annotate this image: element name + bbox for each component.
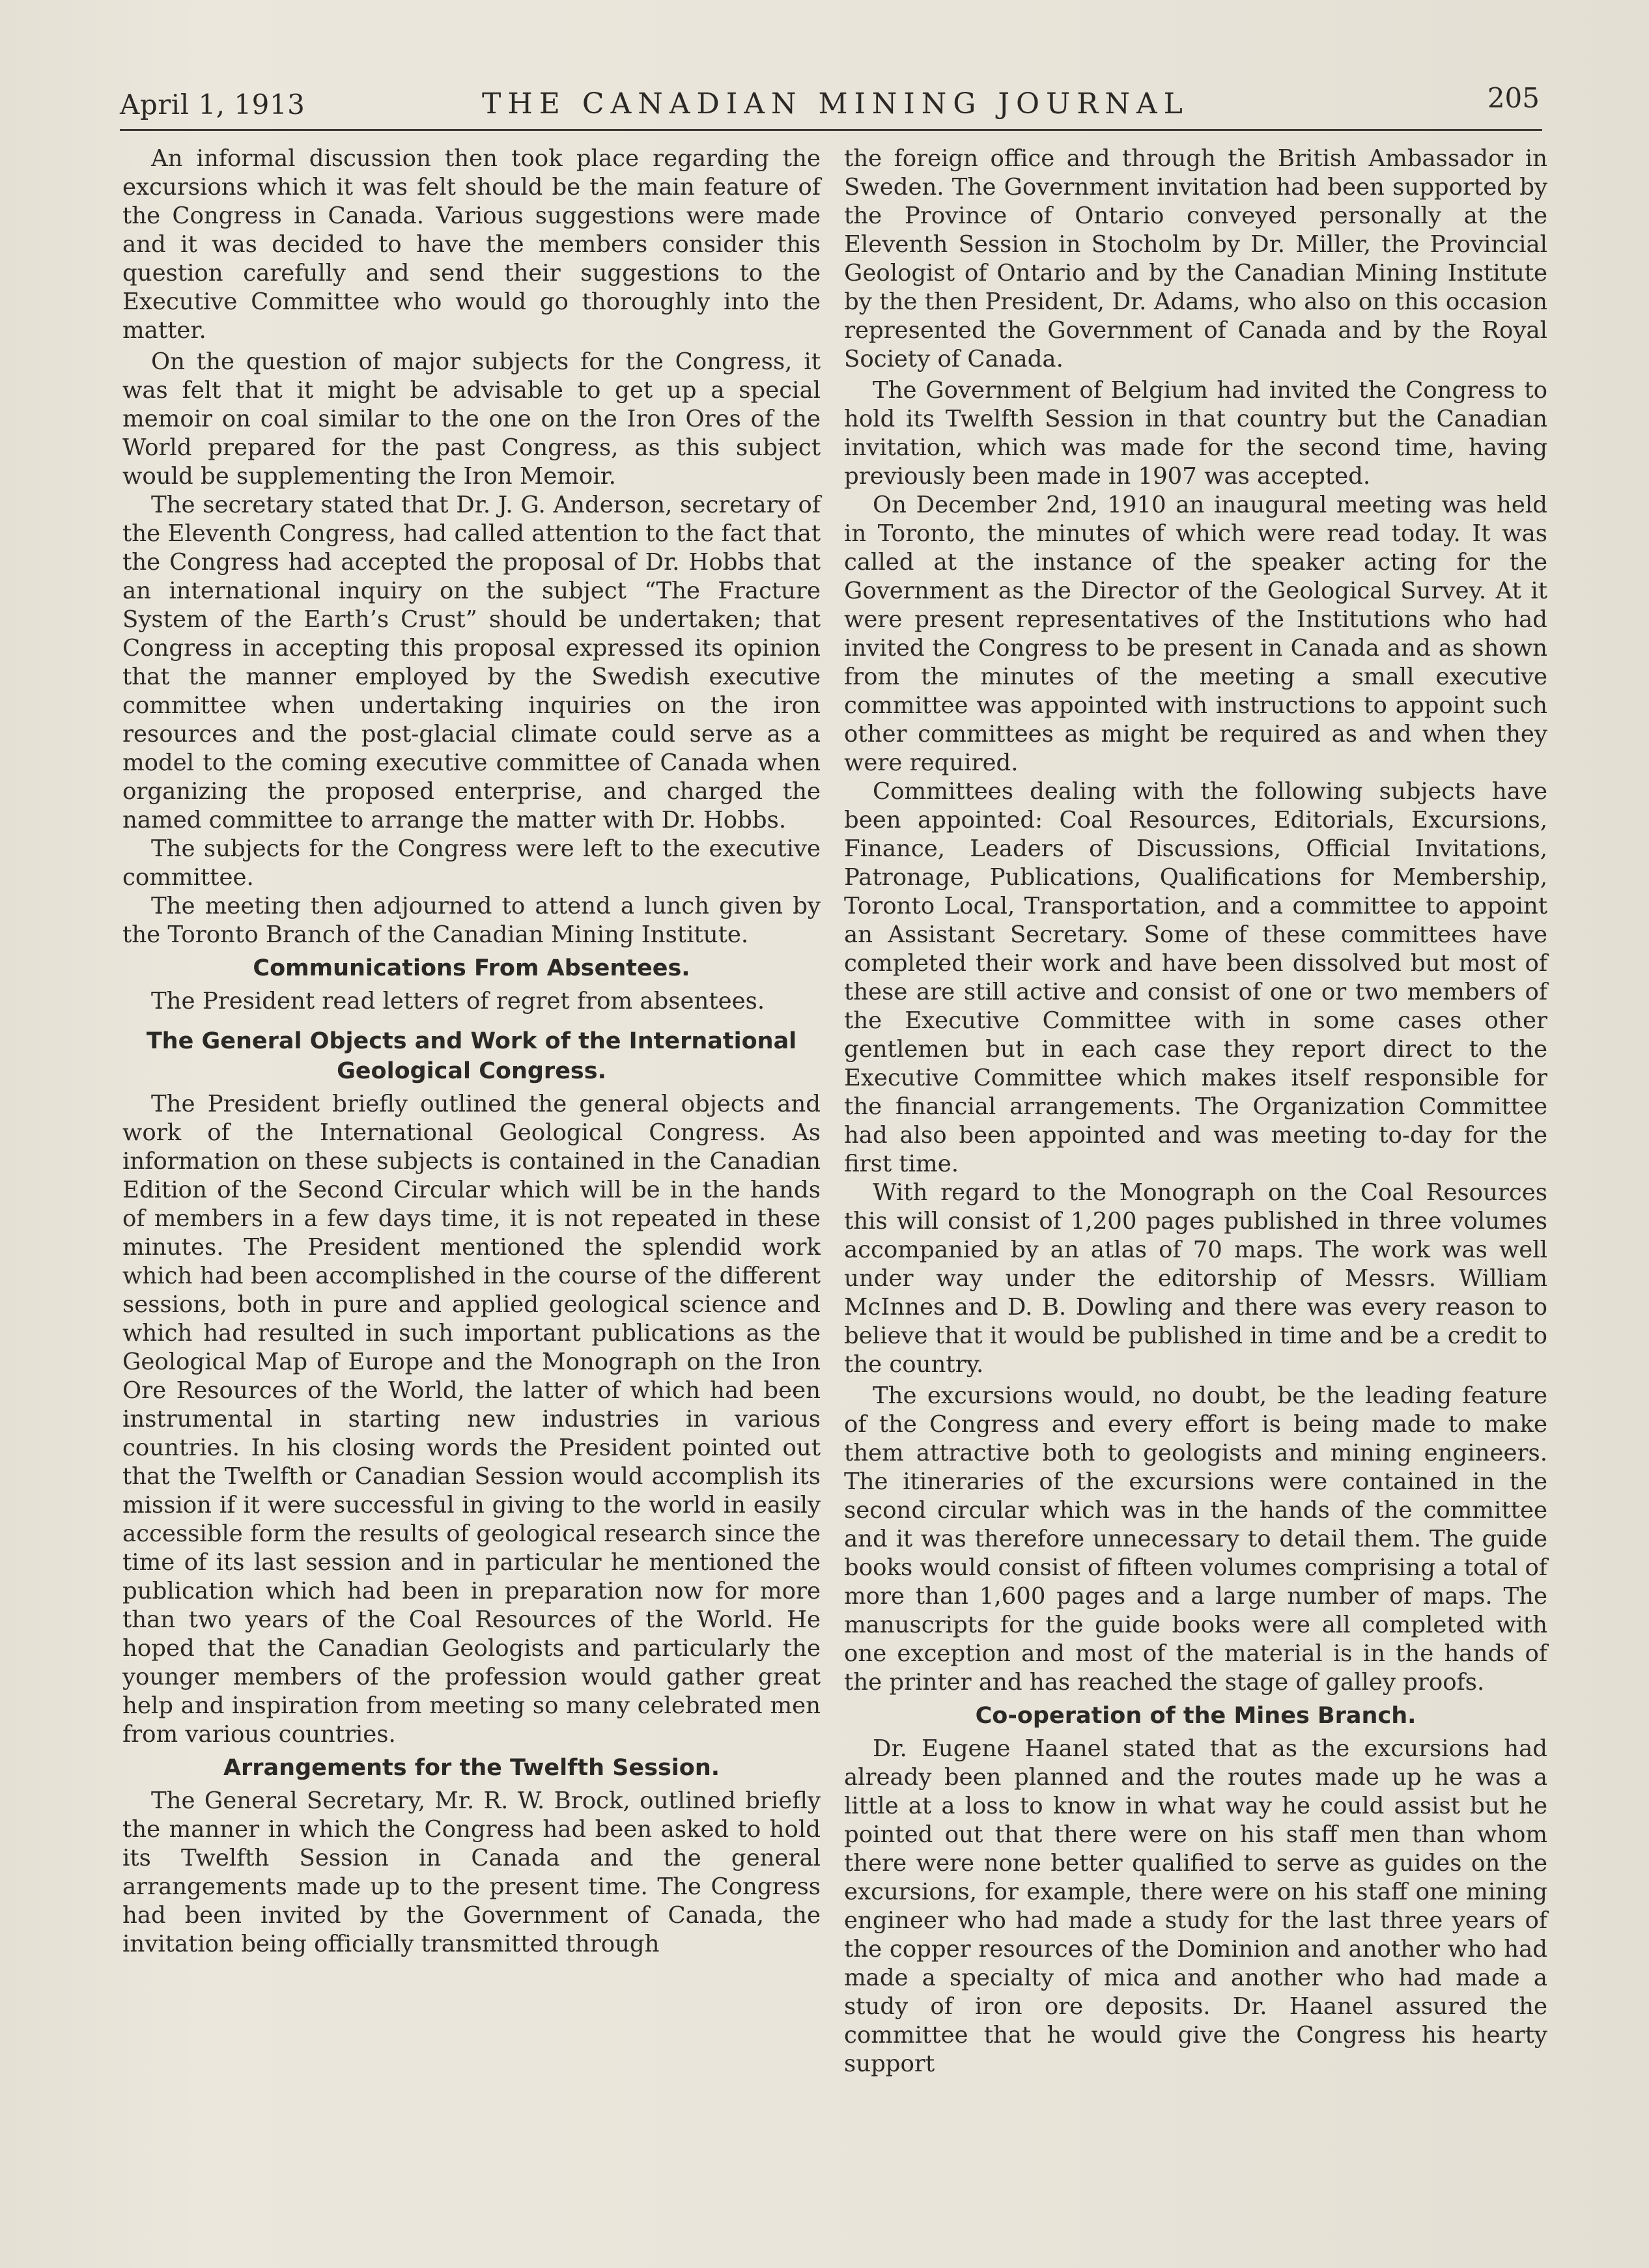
heading-twelfth-session: Arrangements for the Twelfth Session. <box>223 1755 720 1781</box>
paragraph-subjects-left: The subjects for the Congress were left to the executive committee. <box>122 835 821 891</box>
paragraph-excursions-guidebooks: The excursions would, no doubt, be the leading feature of the Congress and every effort is being made to make them attractive both to geologists and mining engineers. The itineraries of the excursions were contained in the second circular which was in the hands of the committee and it was therefore unnecessary to detail them. The guide books would consist of fifteen volumes comprising a total of more than 1,600 pages and a large number of maps. The manuscripts for the guide books were all completed with one exception and most of the material is in the hands of the printer and has reached the stage of galley proofs. <box>844 1382 1547 1696</box>
paragraph-president-outline: The President briefly outlined the general objects and work of the International Geological Congress. As information on these subjects is contained in the Canadian Edition of the Second Circular which will be in the hands of members in a few days time, it is not repeated in these minutes. The President mentioned the splendid work which had been accomplished in the course of the different sessions, both in pure and applied geological science and which had resulted in such important publications as the Geological Map of Europe and the Monograph on the Iron Ore Resources of the World, the latter of which had been instrumental in starting new industries in various countries. In his closing words the President pointed out that the Twelfth or Canadian Session would accomplish its mission if it were successful in giving to the world in easily accessible form the results of geological research since the time of its last session and in particular he mentioned the publication which had been in preparation now for more than two years of the Coal Resources of the World. He hoped that the Canadian Geologists and particularly the younger members of the profession would gather great help and inspiration from meeting so many celebrated men from various countries. <box>122 1091 821 1748</box>
running-header <box>120 82 1540 129</box>
paragraph-haanel-statement: Dr. Eugene Haanel stated that as the excursions had already been planned and the routes made up he was a little at a loss to know in what way he could assist but he pointed out that there were on his staff men than whom there were none better qualified to serve as guides on the excursions, for example, there were on his staff one mining engineer who had made a study for the last three years of the copper resources of the Dominion and another who had made a specialty of mica and another who had made a study of iron ore deposits. Dr. Haanel assured the committee that he would give the Congress his hearty support <box>844 1735 1547 2077</box>
right-column <box>844 145 1547 2079</box>
paragraph-major-subjects: On the question of major subjects for the Congress, it was felt that it might be advisable to get up a special memoir on coal similar to the one on the Iron Ores of the World prepared for the past Congress, as this subject would be supplementing the Iron Memoir. <box>122 348 821 490</box>
paragraph-general-secretary: The General Secretary, Mr. R. W. Brock, outlined briefly the manner in which the Congress had been asked to hold its Twelfth Session in Canada and the general arrangements made up to the present time. The Congress had been invited by the Government of Canada, the invitation being officially transmitted through <box>122 1787 821 1957</box>
heading-communications-absentees: Communications From Absentees. <box>253 955 690 981</box>
heading-mines-branch: Co-operation of the Mines Branch. <box>975 1703 1416 1729</box>
paragraph-coal-monograph: With regard to the Monograph on the Coal Resources this will consist of 1,200 pages published in three volumes accompanied by an atlas of 70 maps. The work was well under way under the editorship of Messrs. William McInnes and D. B. Dowling and there was every reason to believe that it would be published in time and be a credit to the country. <box>844 1179 1547 1378</box>
header-rule <box>120 129 1542 131</box>
page-number: 205 <box>1487 82 1540 114</box>
issue-date: April 1, 1913 <box>120 89 305 120</box>
journal-title: THE CANADIAN MINING JOURNAL <box>482 87 1189 120</box>
paragraph-foreign-office: the foreign office and through the British Ambassador in Sweden. The Government invitation had been supported by the Province of Ontario conveyed personally at the Eleventh Session in Stocholm by Dr. Miller, the Provincial Geologist of Ontario and by the Canadian Mining Institute by the then President, Dr. Adams, who also on this occasion represented the Government of Canada and by the Royal Society of Canada. <box>844 145 1547 372</box>
paragraph-inaugural-meeting: On December 2nd, 1910 an inaugural meeting was held in Toronto, the minutes of which were read today. It was called at the instance of the speaker acting for the Government as the Director of the Geological Survey. At it were present representatives of the Institutions who had invited the Congress to be present in Canada and as shown from the minutes of the meeting a small executive committee was appointed with instructions to appoint such other committees as might be required as and when they were required. <box>844 492 1547 776</box>
paragraph-excursions-discussion: An informal discussion then took place regarding the excursions which it was felt should be the main feature of the Congress in Canada. Various suggestions were made and it was decided to have the members consider this question carefully and send their suggestions to the Executive Committee who would go thoroughly into the matter. <box>122 145 821 344</box>
paragraph-committees: Committees dealing with the following subjects have been appointed: Coal Resources, Editorials, Excursions, Finance, Leaders of Discussions, Official Invitations, Patronage, Publications, Qualifications for Membership, Toronto Local, Transportation, and a committee to appoint an Assistant Secretary. Some of these committees have completed their work and have been dissolved but most of these are still active and consist of one or two members of the Executive Committee with in some cases other gentlemen but in each case they report direct to the Executive Committee which makes itself responsible for the financial arrangements. The Organization Committee had also been appointed and was meeting to-day for the first time. <box>844 778 1547 1177</box>
paragraph-belgium-invitation: The Government of Belgium had invited the Congress to hold its Twelfth Session in that country but the Canadian invitation, which was made for the second time, having previously been made in 1907 was accepted. <box>844 377 1547 490</box>
paragraph-letters-regret: The President read letters of regret from absentees. <box>151 988 765 1015</box>
left-column <box>122 145 821 1959</box>
paragraph-meeting-adjourned: The meeting then adjourned to attend a lunch given by the Toronto Branch of the Canadian Mining Institute. <box>122 893 821 948</box>
heading-general-objects: The General Objects and Work of the International Geological Congress. <box>146 1028 797 1084</box>
paragraph-secretary-statement: The secretary stated that Dr. J. G. Anderson, secretary of the Eleventh Congress, had called attention to the fact that the Congress had accepted the proposal of Dr. Hobbs that an international inquiry on the subject “The Fracture System of the Earth’s Crust” should be undertaken; that Congress in accepting this proposal expressed its opinion that the manner employed by the Swedish executive committee when undertaking inquiries on the iron resources and the post-glacial climate could serve as a model to the coming executive committee of Canada when organizing the proposed enterprise, and charged the named committee to arrange the matter with Dr. Hobbs. <box>122 492 821 833</box>
